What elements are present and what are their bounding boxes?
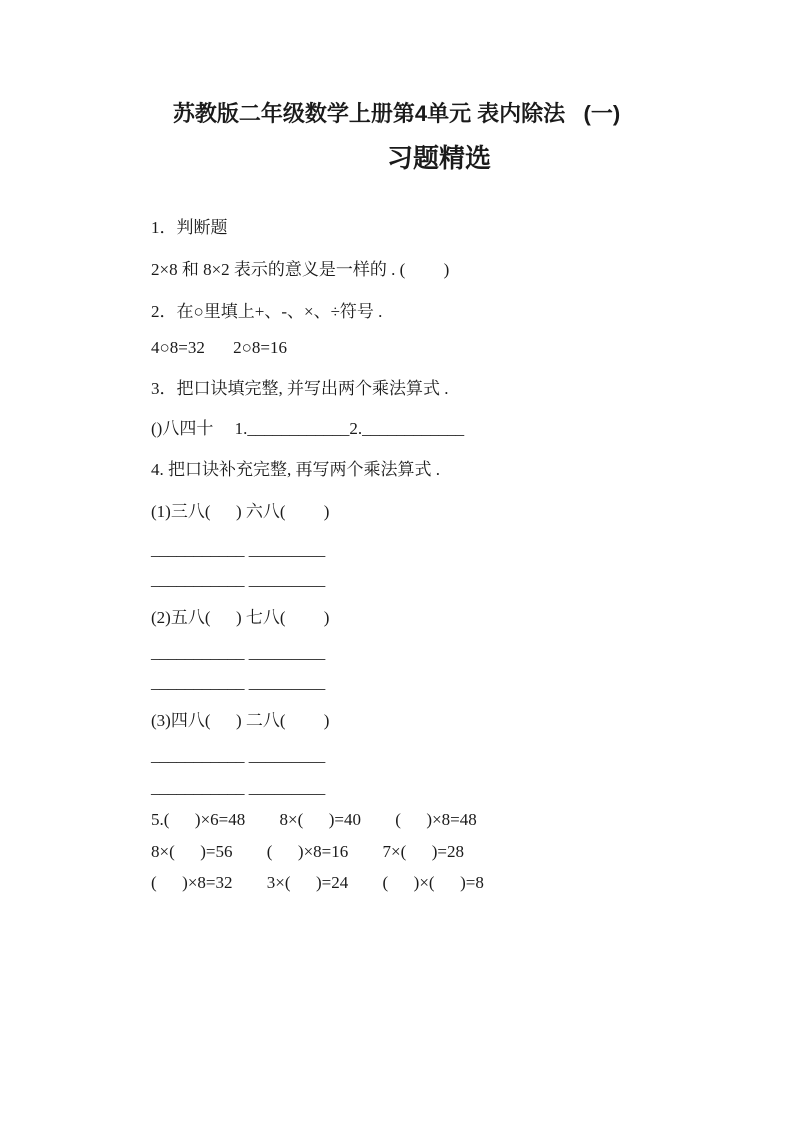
q5-row-2 xyxy=(151,840,464,864)
q2-exercise-2: 2○8=16 xyxy=(233,338,287,357)
q3-fill-line: ()八四十 1.____________2.____________ xyxy=(151,419,465,438)
q5-cell-1-2: 8×( )=40 xyxy=(279,810,361,829)
page-title: 苏教版二年级数学上册第4单元 表内除法 (一) xyxy=(172,101,621,126)
q5-cell-2-2: ( )×8=16 xyxy=(266,842,349,861)
q5-cell-1-1: 5.( )×6=48 xyxy=(151,810,246,829)
q2-exercise-1: 4○8=32 xyxy=(151,338,205,357)
q4-item-2-answer-blank-1: ___________ _________ xyxy=(151,643,326,662)
q4-item-1: (1)三八( ) 六八( ) xyxy=(151,502,330,521)
q2-exercises xyxy=(151,336,287,360)
q5-cell-2-1: 8×( )=56 xyxy=(151,842,233,861)
q5-cell-3-2: 3×( )=24 xyxy=(266,873,349,892)
page-subtitle: 习题精选 xyxy=(387,143,492,173)
q4-item-3-answer-blank-1: ___________ _________ xyxy=(151,746,326,765)
q4-item-1-answer-blank-1: ___________ _________ xyxy=(151,540,326,559)
q5-row-3 xyxy=(151,871,484,895)
q4-item-2: (2)五八( ) 七八( ) xyxy=(151,608,330,627)
q3-heading: 3．把口诀填完整, 并写出两个乘法算式 . xyxy=(151,379,449,398)
q5-cell-2-3: 7×( )=28 xyxy=(382,842,464,861)
q5-cell-3-1: ( )×8=32 xyxy=(151,873,233,892)
q4-item-3: (3)四八( ) 二八( ) xyxy=(151,711,330,730)
q1-heading: 1．判断题 xyxy=(151,218,228,237)
q4-heading: 4. 把口诀补充完整, 再写两个乘法算式 . xyxy=(151,460,440,479)
q4-item-1-answer-blank-2: ___________ _________ xyxy=(151,570,326,589)
q5-row-1 xyxy=(151,808,477,832)
q1-statement: 2×8 和 8×2 表示的意义是一样的 . ( ) xyxy=(151,260,450,279)
q5-cell-1-3: ( )×8=48 xyxy=(395,810,477,829)
q4-item-2-answer-blank-2: ___________ _________ xyxy=(151,673,326,692)
q2-heading: 2．在○里填上+、-、×、÷符号 . xyxy=(151,302,383,321)
q5-cell-3-3: ( )×( )=8 xyxy=(382,873,484,892)
q4-item-3-answer-blank-2: ___________ _________ xyxy=(151,778,326,797)
